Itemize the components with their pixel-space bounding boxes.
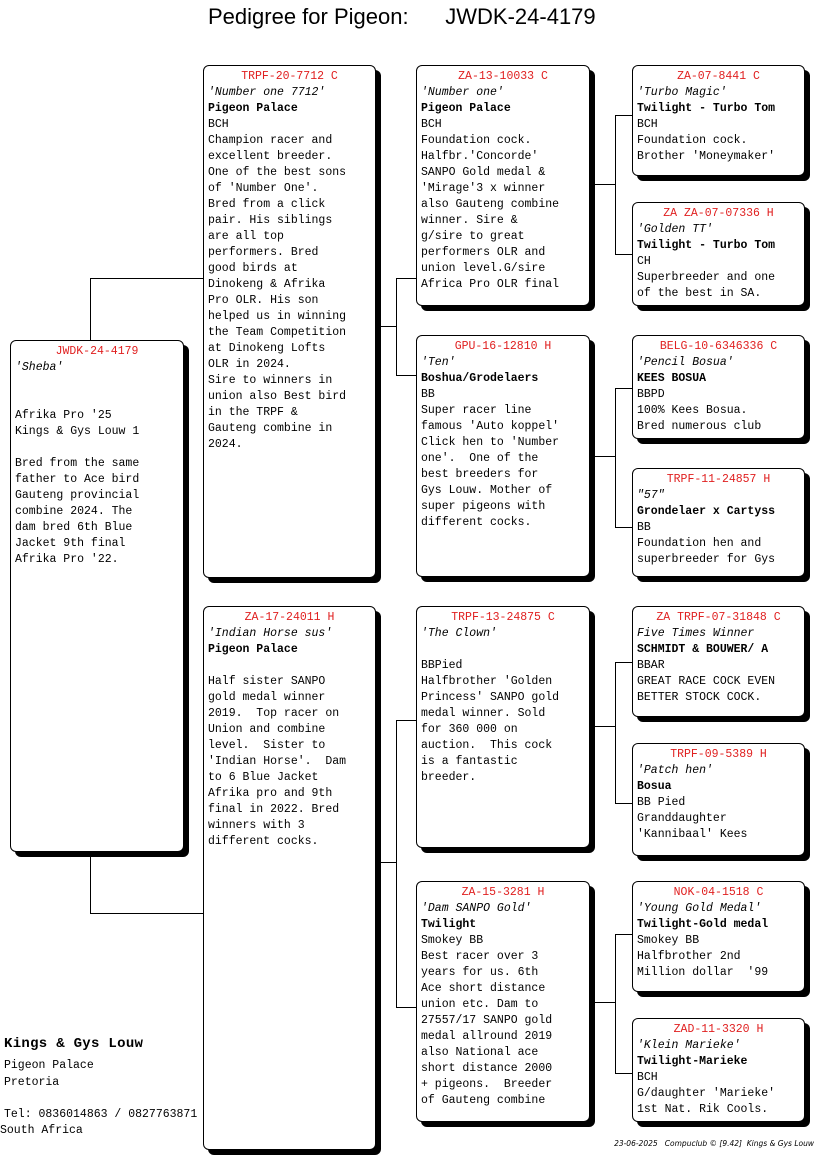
note-line: Smokey BB bbox=[421, 934, 484, 947]
note-line: Bred numerous club bbox=[637, 420, 762, 433]
pigeon-notes bbox=[421, 387, 585, 531]
ring-number: TRPF-11-24857 H bbox=[666, 473, 771, 486]
ring-number: TRPF-20-7712 C bbox=[241, 70, 338, 83]
note-line: 2024. bbox=[208, 438, 243, 451]
pigeon-owner: Twilight - Turbo Tom bbox=[637, 102, 776, 115]
note-line: BCH bbox=[637, 1071, 658, 1084]
note-line: excellent breeder. bbox=[208, 150, 333, 163]
note-line: Bred from a click bbox=[208, 198, 326, 211]
pigeon-owner bbox=[421, 642, 585, 658]
note-line: short distance 2000 bbox=[421, 1062, 553, 1075]
pigeon-name: 'Young Gold Medal' bbox=[637, 902, 762, 915]
note-line: Halfbr.'Concorde' bbox=[421, 150, 539, 163]
note-line: gold medal winner bbox=[208, 691, 326, 704]
note-line: Half sister SANPO bbox=[208, 675, 326, 688]
connector-dam-parents-vertical bbox=[396, 720, 417, 1008]
note-line: Bred from the same bbox=[15, 457, 140, 470]
note-line: union also Best bird bbox=[208, 390, 347, 403]
note-line: BB bbox=[421, 388, 435, 401]
pigeon-notes bbox=[421, 117, 585, 293]
note-line: Sire to winners in bbox=[208, 374, 333, 387]
ring-number: TRPF-09-5389 H bbox=[670, 748, 767, 761]
note-line bbox=[15, 392, 179, 408]
note-line bbox=[208, 658, 371, 674]
note-line: famous 'Auto koppel' bbox=[421, 420, 560, 433]
note-line: BBPD bbox=[637, 388, 665, 401]
note-line: good birds at bbox=[208, 262, 298, 275]
note-line: auction. This cock bbox=[421, 739, 553, 752]
ring-number: TRPF-13-24875 C bbox=[451, 611, 555, 624]
pigeon-notes bbox=[637, 933, 800, 981]
pigeon-name: 'Dam SANPO Gold' bbox=[421, 902, 532, 915]
note-line: at Dinokeng Lofts bbox=[208, 342, 326, 355]
note-line: for 360 000 on bbox=[421, 723, 518, 736]
pigeon-notes bbox=[637, 1070, 800, 1118]
pigeon-name: 'Klein Marieke' bbox=[637, 1039, 741, 1052]
note-line: G/daughter 'Marieke' bbox=[637, 1087, 776, 1100]
pigeon-notes bbox=[421, 658, 585, 786]
pigeon-name: 'Ten' bbox=[421, 356, 456, 369]
note-line: Africa Pro OLR final bbox=[421, 278, 560, 291]
pigeon-owner: SCHMIDT & BOUWER/ A bbox=[637, 643, 769, 656]
note-line: Superbreeder and one bbox=[637, 271, 776, 284]
note-line: 100% Kees Bosua. bbox=[637, 404, 748, 417]
pigeon-notes bbox=[421, 933, 585, 1109]
note-line: CH bbox=[637, 255, 651, 268]
note-line: Pro OLR. His son bbox=[208, 294, 319, 307]
pigeon-owner: Pigeon Palace bbox=[208, 102, 298, 115]
note-line: in the TRPF & bbox=[208, 406, 298, 419]
connector-sire-parents-vertical bbox=[396, 278, 417, 376]
pigeon-owner: Boshua/Grodelaers bbox=[421, 372, 539, 385]
pigeon-name: 'Patch hen' bbox=[637, 764, 713, 777]
connector-ds-parents-vertical bbox=[615, 662, 633, 804]
note-line: Gauteng combine in bbox=[208, 422, 333, 435]
note-line: years for us. 6th bbox=[421, 966, 539, 979]
note-line: are all top bbox=[208, 230, 284, 243]
note-line: helped us in winning bbox=[208, 310, 347, 323]
note-line: BETTER STOCK COCK. bbox=[637, 691, 762, 704]
note-line: + pigeons. Breeder bbox=[421, 1078, 553, 1091]
pigeon-notes bbox=[637, 117, 800, 165]
breeder-city: Pretoria bbox=[4, 1076, 60, 1089]
pigeon-name: Five Times Winner bbox=[637, 627, 755, 640]
pigeon-name: 'Number one' bbox=[421, 86, 504, 99]
ring-number: ZA-13-10033 C bbox=[458, 70, 548, 83]
note-line: medal allround 2019 bbox=[421, 1030, 553, 1043]
pigeon-name: 'Golden TT' bbox=[637, 223, 713, 236]
note-line: winners with 3 bbox=[208, 819, 305, 832]
note-line: Ace short distance bbox=[421, 982, 546, 995]
note-line: BB bbox=[637, 521, 651, 534]
note-line: union level.G/sire bbox=[421, 262, 546, 275]
connector-sd-parents bbox=[590, 456, 615, 458]
connector-dd-parents bbox=[590, 1002, 615, 1004]
note-line: also Gauteng combine bbox=[421, 198, 560, 211]
note-line: Afrika Pro '25 bbox=[15, 409, 112, 422]
note-line: best breeders for bbox=[421, 468, 539, 481]
pigeon-name: 'Turbo Magic' bbox=[637, 86, 727, 99]
print-stamp: 23-06-2025 Compuclub © [9.42] Kings & Gys Louw bbox=[614, 1139, 814, 1148]
note-line bbox=[15, 440, 179, 456]
breeder-loft: Pigeon Palace bbox=[4, 1059, 94, 1072]
breeder-country: South Africa bbox=[0, 1124, 83, 1137]
pigeon-owner: Bosua bbox=[637, 780, 672, 793]
note-line: 2019. Top racer on bbox=[208, 707, 340, 720]
note-line: BCH bbox=[637, 118, 658, 131]
note-line: BCH bbox=[421, 118, 442, 131]
note-line: 'Kannibaal' Kees bbox=[637, 828, 748, 841]
pigeon-card-dss[interactable] bbox=[632, 606, 805, 717]
note-line: BBAR bbox=[637, 659, 665, 672]
pigeon-card-dds[interactable] bbox=[632, 881, 805, 992]
pigeon-card-dam[interactable] bbox=[203, 606, 376, 1150]
note-line: pair. His siblings bbox=[208, 214, 333, 227]
note-line: final in 2022. Bred bbox=[208, 803, 340, 816]
note-line: the Team Competition bbox=[208, 326, 347, 339]
breeder-name: Kings & Gys Louw bbox=[4, 1036, 144, 1052]
pigeon-owner: Grondelaer x Cartyss bbox=[637, 505, 776, 518]
pigeon-card-dam-sire[interactable] bbox=[416, 606, 590, 848]
note-line: father to Ace bird bbox=[15, 473, 140, 486]
ring-number: ZA ZA-07-07336 H bbox=[663, 207, 774, 220]
note-line: also National ace bbox=[421, 1046, 539, 1059]
note-line: Champion racer and bbox=[208, 134, 333, 147]
pigeon-name: 'The Clown' bbox=[421, 627, 497, 640]
pigeon-card-sire[interactable] bbox=[203, 65, 376, 578]
note-line: winner. Sire & bbox=[421, 214, 518, 227]
pigeon-owner: Pigeon Palace bbox=[421, 102, 511, 115]
ring-number: JWDK-24-4179 bbox=[55, 345, 139, 358]
note-line: union etc. Dam to bbox=[421, 998, 539, 1011]
connector-ss-parents bbox=[590, 184, 615, 186]
note-line: breeder. bbox=[421, 771, 477, 784]
note-line: Granddaughter bbox=[637, 812, 727, 825]
note-line: Foundation cock. bbox=[421, 134, 532, 147]
note-line: Best racer over 3 bbox=[421, 950, 539, 963]
note-line: Afrika pro and 9th bbox=[208, 787, 333, 800]
connector-dd-parents-vertical bbox=[615, 934, 633, 1074]
note-line: 'Indian Horse'. Dam bbox=[208, 755, 347, 768]
title-label: Pedigree for Pigeon: bbox=[208, 4, 409, 29]
pigeon-card-sss[interactable] bbox=[632, 65, 805, 176]
note-line: Foundation hen and bbox=[637, 537, 762, 550]
pigeon-card-ssd[interactable] bbox=[632, 202, 805, 306]
note-line: 1st Nat. Rik Cools. bbox=[637, 1103, 769, 1116]
connector-sire-parents bbox=[376, 326, 396, 328]
ring-number: GPU-16-12810 H bbox=[454, 340, 552, 353]
pigeon-name: 'Number one 7712' bbox=[208, 86, 326, 99]
pigeon-notes bbox=[208, 117, 371, 453]
note-line: Gys Louw. Mother of bbox=[421, 484, 553, 497]
note-line: medal winner. Sold bbox=[421, 707, 546, 720]
connector-sd-parents-vertical bbox=[615, 388, 633, 528]
note-line: of the best in SA. bbox=[637, 287, 762, 300]
pigeon-notes bbox=[637, 520, 800, 568]
note-line: of 'Number One'. bbox=[208, 182, 319, 195]
note-line: Union and combine bbox=[208, 723, 326, 736]
pigeon-name: "57" bbox=[637, 489, 665, 502]
pigeon-card-subject[interactable] bbox=[10, 340, 184, 852]
pigeon-card-sire-dam[interactable] bbox=[416, 335, 590, 577]
pigeon-card-sds[interactable] bbox=[632, 335, 805, 439]
note-line: different cocks. bbox=[421, 516, 532, 529]
pigeon-owner: Twilight - Turbo Tom bbox=[637, 239, 776, 252]
pigeon-notes bbox=[208, 658, 371, 850]
pigeon-owner: Twilight-Marieke bbox=[637, 1055, 748, 1068]
note-line: Smokey BB bbox=[637, 934, 700, 947]
note-line: Million dollar '99 bbox=[637, 966, 769, 979]
note-line: performers OLR and bbox=[421, 246, 546, 259]
ring-number: ZA-17-24011 H bbox=[244, 611, 335, 624]
note-line: Dinokeng & Afrika bbox=[208, 278, 326, 291]
pigeon-notes bbox=[637, 387, 800, 435]
breeder-tel: Tel: 0836014863 / 0827763871 bbox=[4, 1108, 198, 1121]
pigeon-owner: Twilight bbox=[421, 918, 477, 931]
note-line: 27557/17 SANPO gold bbox=[421, 1014, 553, 1027]
note-line: one'. One of the bbox=[421, 452, 539, 465]
note-line: Halfbrother 'Golden bbox=[421, 675, 553, 688]
note-line: Halfbrother 2nd bbox=[637, 950, 741, 963]
pigeon-owner: Pigeon Palace bbox=[208, 643, 298, 656]
note-line: combine 2024. The bbox=[15, 505, 133, 518]
pigeon-notes bbox=[637, 254, 800, 302]
note-line: 'Mirage'3 x winner bbox=[421, 182, 546, 195]
note-line: level. Sister to bbox=[208, 739, 326, 752]
note-line: BCH bbox=[208, 118, 229, 131]
pigeon-card-ddd[interactable] bbox=[632, 1018, 805, 1122]
note-line: Kings & Gys Louw 1 bbox=[15, 425, 140, 438]
title-ring: JWDK-24-4179 bbox=[445, 4, 596, 29]
note-line: SANPO Gold medal & bbox=[421, 166, 546, 179]
pigeon-notes bbox=[15, 376, 179, 568]
connector-dam-parents bbox=[376, 862, 396, 864]
note-line: BBPied bbox=[421, 659, 463, 672]
note-line: Princess' SANPO gold bbox=[421, 691, 560, 704]
pigeon-card-sdd[interactable] bbox=[632, 468, 805, 577]
pigeon-card-sire-sire[interactable] bbox=[416, 65, 590, 306]
note-line: of Gauteng combine bbox=[421, 1094, 546, 1107]
note-line: One of the best sons bbox=[208, 166, 347, 179]
ring-number: ZA-15-3281 H bbox=[461, 886, 545, 899]
pigeon-notes bbox=[637, 658, 800, 706]
pigeon-name: 'Sheba' bbox=[15, 361, 64, 374]
connector-ds-parents bbox=[590, 726, 615, 728]
note-line: Gauteng provincial bbox=[15, 489, 140, 502]
pigeon-name: 'Indian Horse sus' bbox=[208, 627, 333, 640]
ring-number: ZA TRPF-07-31848 C bbox=[656, 611, 781, 624]
note-line: is a fantastic bbox=[421, 755, 518, 768]
note-line bbox=[15, 376, 179, 392]
note-line: Afrika Pro '22. bbox=[15, 553, 119, 566]
note-line: Jacket 9th final bbox=[15, 537, 126, 550]
note-line: dam bred 6th Blue bbox=[15, 521, 133, 534]
note-line: Click hen to 'Number bbox=[421, 436, 560, 449]
pigeon-card-dam-dam[interactable] bbox=[416, 881, 590, 1122]
note-line: superbreeder for Gys bbox=[637, 553, 776, 566]
note-line: g/sire to great bbox=[421, 230, 525, 243]
note-line: Super racer line bbox=[421, 404, 532, 417]
pigeon-notes bbox=[637, 795, 800, 843]
page-title bbox=[208, 4, 596, 30]
note-line: GREAT RACE COCK EVEN bbox=[637, 675, 776, 688]
pigeon-owner: KEES BOSUA bbox=[637, 372, 707, 385]
pigeon-name: 'Pencil Bosua' bbox=[637, 356, 734, 369]
note-line: BB Pied bbox=[637, 796, 686, 809]
ring-number: BELG-10-6346336 C bbox=[659, 340, 778, 353]
note-line: Foundation cock. bbox=[637, 134, 748, 147]
connector-ss-parents-vertical bbox=[615, 115, 633, 255]
note-line: super pigeons with bbox=[421, 500, 546, 513]
ring-number: ZA-07-8441 C bbox=[677, 70, 760, 83]
ring-number: ZAD-11-3320 H bbox=[673, 1023, 764, 1036]
note-line: OLR in 2024. bbox=[208, 358, 291, 371]
pigeon-card-dsd[interactable] bbox=[632, 743, 805, 856]
pigeon-owner: Twilight-Gold medal bbox=[637, 918, 769, 931]
note-line: to 6 Blue Jacket bbox=[208, 771, 319, 784]
note-line: different cocks. bbox=[208, 835, 319, 848]
note-line: Brother 'Moneymaker' bbox=[637, 150, 776, 163]
ring-number: NOK-04-1518 C bbox=[673, 886, 764, 899]
note-line: performers. Bred bbox=[208, 246, 319, 259]
